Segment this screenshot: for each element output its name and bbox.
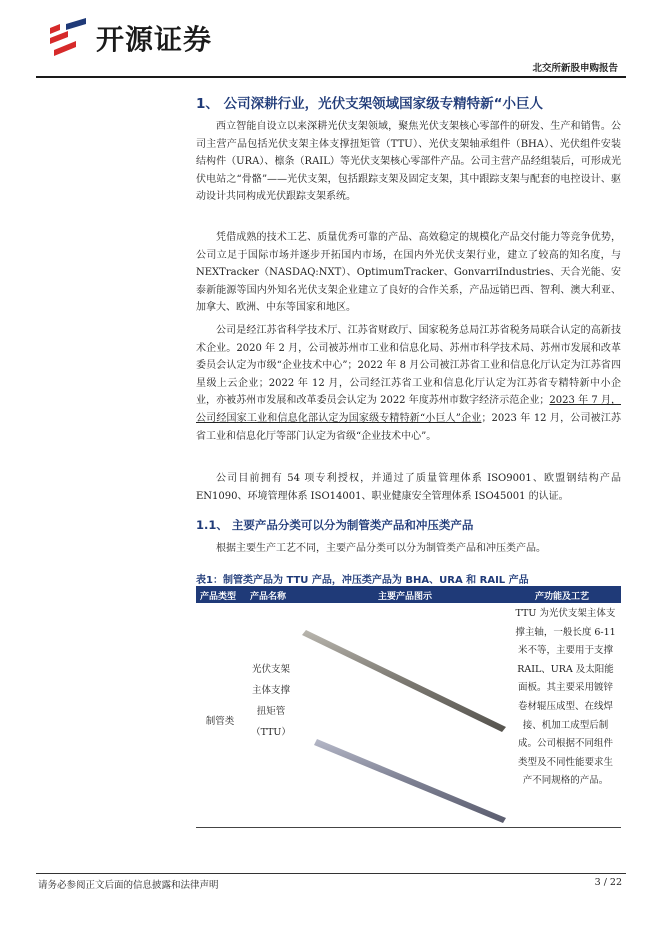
logo	[46, 18, 212, 58]
header-function: 产功能及工艺	[535, 592, 590, 602]
header-divider	[36, 76, 626, 78]
header-product-image: 主要产品图示	[378, 592, 433, 602]
section-1-paragraph-1: 西立智能自设立以来深耕光伏支架领域，聚焦光伏支架核心零部件的研发、生产和销售。公司主营产品包括光伏支架主体支撑扭矩管（TTU）、光伏支架轴承组件（BHA）、光伏组件安装结构件（URA）、檩条（RAIL）等光伏支架核心零部件产品。公司主营产品经组装后，可形成光伏电站之“骨骼”——光伏支架，包括跟踪支架及固定支架，其中跟踪支架与配套的电控设计、驱动设计共同构成光伏跟踪支架系统。	[196, 121, 621, 203]
product-table	[196, 586, 621, 828]
table-1-title: 表1：制管类产品为 TTU 产品，冲压类产品为 BHA、URA 和 RAIL 产品	[196, 575, 529, 586]
brand-logo-icon	[46, 18, 90, 58]
cell-product-type: 制管类	[205, 716, 235, 727]
ttu-tube-image	[300, 613, 512, 825]
section-1-paragraph-2: 凭借成熟的技术工艺、质量优秀可靠的产品、高效稳定的规模化产品交付能力等竞争优势，公司立足于国际市场并逐步开拓国内市场，在国内外光伏支架行业，建立了较高的知名度，与 NEXTracker（NASDAQ:NXT）、OptimumTracker、GonvarriIndustries、天合光能、安泰新能源等国内外知名光伏支架企业建立了良好的合作关系，产品远销巴西、智利、澳大利亚、加拿大、欧洲、中东等国家和地区。	[196, 232, 621, 314]
cell-function-process: TTU 为光伏支架主体支撑主轴，一般长度 6-11 米不等，主要用于支撑 RAIL、URA 及太阳能面板。其主要采用镀锌卷材辊压成型、在线焊接、机加工成型后制成。公司根据不同组件类型及不同性能要求生产不同规格的产品。	[515, 608, 616, 787]
header-product-name: 产品名称	[250, 592, 287, 602]
section-1-1-title: 1.1、 主要产品分类可以分为制管类产品和冲压类产品	[196, 518, 474, 532]
section-1-paragraph-4: 公司目前拥有 54 项专利授权，并通过了质量管理体系 ISO9001、欧盟钢结构产品 EN1090、环境管理体系 ISO14001、职业健康安全管理体系 ISO45001 的认证。	[196, 473, 621, 502]
ttu-tube-blue	[314, 739, 506, 823]
paragraph-3-text-b: ；2023 年 12 月，公司被江苏省工业和信息化厅等部门认定为省级“企业技术中心”。	[196, 412, 621, 442]
section-1-paragraph-3	[196, 322, 621, 445]
section-1-1-paragraph: 根据主要生产工艺不同，主要产品分类可以分为制管类产品和冲压类产品。	[216, 543, 546, 554]
section-1-title: 1、 公司深耕行业，光伏支架领域国家级专精特新“小巨人	[196, 96, 543, 112]
paragraph-3-underlined: 2023 年 7 月，公司经国家工业和信息化部认定为国家级专精特新“小巨人”企业	[196, 395, 621, 424]
footer-divider	[36, 873, 626, 874]
page-number: 3 / 22	[594, 877, 622, 888]
header-product-type: 产品类型	[200, 592, 237, 602]
cell-product-name: 光伏支架主体支撑扭矩管（TTU）	[251, 664, 291, 738]
report-tag: 北交所新股申购报告	[532, 63, 618, 74]
ttu-tube-grey	[302, 630, 506, 732]
table-header	[196, 586, 621, 603]
table-row	[196, 603, 621, 828]
brand-name: 开源证券	[96, 23, 213, 56]
footer-disclaimer: 请务必参阅正文后面的信息披露和法律声明	[38, 880, 219, 891]
paragraph-3-text-a: 公司是经江苏省科学技术厅、江苏省财政厅、国家税务总局江苏省税务局联合认定的高新技术企业。2020 年 2 月，公司被苏州市工业和信息化局、苏州市科学技术局、苏州市发展和改革委员会认定为市级“企业技术中心”；2022 年 8 月公司被江苏省工业和信息化厅认定为江苏省四星级上云企业；2022 年 12 月，公司经江苏省工业和信息化厅认定为江苏省专精特新中小企业，亦被苏州市发展和改革委员会认定为 2022 年度苏州市数字经济示范企业；	[196, 325, 621, 407]
